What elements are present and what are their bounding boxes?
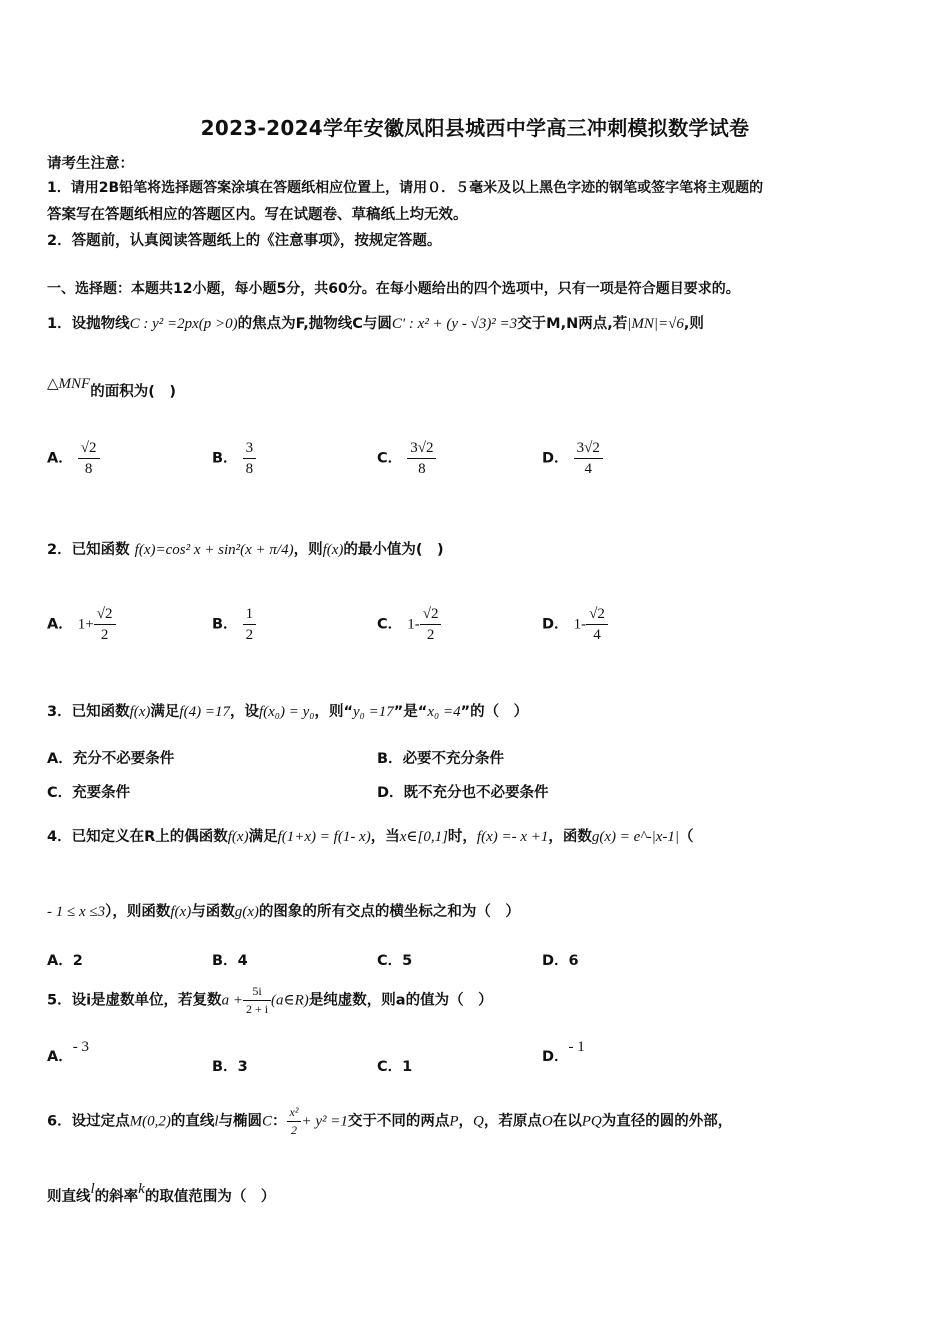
frac-den: 8 [245,461,254,477]
page-title: 2023-2024学年安徽凤阳县城西中学高三冲刺模拟数学试卷 [200,116,750,140]
q4-formula: - 1 ≤ x ≤3 [47,904,106,920]
option-label: C． [47,785,73,801]
option-fraction [586,604,608,645]
q2-option-c[interactable] [377,604,441,645]
notice-line-2: 2．答题前，认真阅读答题纸上的《注意事项》，按规定答题。 [47,233,442,249]
notice-line-1a: 1．请用2B铅笔将选择题答案涂填在答题纸相应位置上，请用０．５毫米及以上黑色字迹的钢笔或签字笔将主观题的 [47,180,764,196]
q6-text: ，若原点 [483,1113,542,1130]
q4-option-a[interactable] [47,949,83,970]
q4-option-d[interactable] [542,949,579,970]
frac-den: 2 [100,627,109,643]
q4-text: 的图象的所有交点的横坐标之和为（ ） [258,904,520,920]
frac-num: 1 [243,604,257,625]
frac-num: x² [287,1104,302,1122]
q1-option-a[interactable] [47,438,100,479]
q6-formula: PQ [581,1113,602,1130]
frac-num: 3√2 [574,438,603,459]
option-label: D． [542,616,569,633]
option-text: 1 [402,1059,413,1075]
q6-text: 的取值范围为（ ） [144,1189,276,1205]
q1-text: 交于M,N两点,若 [517,316,628,332]
frac-num: √2 [586,604,608,625]
option-label: A． [47,450,73,467]
option-label: B． [212,1059,238,1075]
option-label: A． [47,1049,73,1065]
question-4-line-2 [47,900,520,921]
q1-text: ,则 [683,316,704,332]
question-4-line-1 [47,825,694,846]
option-prefix: 1- [407,616,420,633]
question-2 [47,538,444,559]
q6-formula: P [449,1113,459,1130]
question-5 [47,983,493,1018]
q4-text: ，当 [370,829,400,845]
option-label: B． [212,616,238,633]
option-label: A． [47,616,73,633]
frac-den: 2 + i [245,1002,269,1016]
option-label: A． [47,751,73,767]
q1-text: 的焦点为F,抛物线C与圆 [237,316,392,332]
option-label: C． [377,1059,403,1075]
q4-formula: x∈[0,1] [399,829,448,845]
question-1-line-2 [47,376,176,401]
q4-option-c[interactable] [377,949,412,970]
q4-formula: f(1+x) = f(1- x) [277,829,371,845]
frac-num: 5i [243,983,271,1001]
q1-option-d[interactable] [542,438,603,479]
q4-text: ），则函数 [105,904,171,920]
q4-text: 与函数 [191,904,235,920]
notice-heading: 请考生注意： [47,156,134,172]
option-label: D． [377,785,404,801]
option-label: D． [542,1049,569,1065]
q4-text: 满足 [248,829,278,845]
option-label: D． [542,953,569,969]
question-3 [47,700,528,721]
q4-formula: f(x) [227,829,249,845]
q3-formula: f(x) [129,704,151,720]
option-text: 3 [237,1059,248,1075]
frac-den: 8 [418,461,426,477]
q6-formula: C [262,1113,273,1130]
q1-formula-mn: |MN|=√6 [627,316,684,332]
q2-text: 的最小值为( ) [343,542,444,558]
q6-text: 则直线 [47,1189,91,1205]
frac-den: 2 [426,627,435,643]
question-6-line-1 [47,1104,732,1139]
q3-formula: f(4) =17 [179,704,230,720]
option-label: C． [377,450,403,467]
q3-formula: y₀ =17 [353,704,394,720]
q1-formula-triangle: △MNF [47,376,91,392]
option-text: 必要不充分条件 [402,751,505,767]
q5-option-b[interactable] [212,1055,248,1076]
q6-text: ， [458,1113,474,1130]
option-fraction [94,604,116,645]
q6-text: 在以 [552,1113,582,1130]
q5-option-a[interactable] [47,1039,89,1066]
q5-option-d[interactable] [542,1039,585,1066]
q6-text: 的斜率 [94,1189,139,1205]
q6-formula: O [541,1113,553,1130]
q4-text: ，函数 [548,829,592,845]
q3-option-b[interactable] [377,747,504,768]
q1-text: 1．设抛物线 [47,316,130,332]
q6-fraction [287,1104,302,1139]
q4-formula: f(x) [170,904,192,920]
frac-den: 4 [584,461,592,477]
option-fraction [243,604,257,645]
option-prefix: 1- [573,616,587,633]
q6-formula: + y² =1 [301,1113,348,1130]
option-label: B． [212,450,238,467]
q5-fraction [243,983,271,1018]
q1-formula-circle: C′ : x² + (y - √3)² =3 [391,316,518,332]
frac-num: √2 [78,438,100,459]
notice-line-1b: 答案写在答题纸相应的答题区内。写在试题卷、草稿纸上均无效。 [47,207,468,223]
option-text: 充分不必要条件 [72,751,175,767]
q5-formula: (a∈R) [271,992,309,1009]
q3-text: 满足 [150,704,180,720]
q6-text: 交于不同的两点 [347,1113,450,1130]
q4-formula: g(x) [234,904,259,920]
q1-text: 的面积为( ) [90,384,176,400]
frac-num: √2 [94,604,116,625]
q4-formula: f(x) =- x +1 [476,829,549,845]
option-text: 6 [568,953,579,969]
q1-option-c[interactable] [377,438,436,479]
q3-formula: x₀ =4 [427,704,461,720]
q6-formula: l [90,1181,95,1197]
q1-formula-parabola: C : y² =2px(p >0) [129,316,238,332]
q6-text: 6．设过定点 [47,1113,130,1130]
frac-den: 4 [593,627,601,643]
option-label: B． [212,953,238,969]
q3-option-a[interactable] [47,747,174,768]
q3-option-d[interactable] [377,781,549,802]
option-text: 既不充分也不必要条件 [403,785,549,801]
option-fraction [574,438,603,479]
frac-den: 8 [84,461,93,477]
q3-text: 3．已知函数 [47,704,130,720]
q6-text: ： [272,1113,287,1130]
q4-text: 时， [447,829,477,845]
q6-formula: k [138,1181,145,1197]
q1-option-b[interactable] [212,438,256,479]
option-fraction [407,438,436,479]
option-text: 4 [237,953,248,969]
q3-text: ”的（ ） [460,704,529,720]
q2-text: 2．已知函数 [47,542,130,558]
q2-formula-fx: f(x) [322,542,344,558]
option-fraction [420,604,442,645]
q2-formula-function: f(x)=cos² x + sin²(x + π/4) [134,542,294,558]
q3-text: ，则“ [314,704,354,720]
frac-den: 2 [291,1123,297,1137]
q3-option-c[interactable] [47,781,130,802]
frac-num: 3√2 [407,438,436,459]
question-1-line-1 [47,312,704,333]
q6-formula: Q [473,1113,484,1130]
q5-formula: a + [221,992,243,1009]
q6-text: 的直线 [170,1113,215,1130]
q6-formula: l [214,1113,219,1130]
option-label: D． [542,450,569,467]
q2-option-a[interactable] [47,604,116,645]
frac-num: √2 [420,604,442,625]
frac-den: 2 [245,627,254,643]
q5-option-c[interactable] [377,1055,412,1076]
q6-text: 与椭圆 [218,1113,263,1130]
q4-text: 4．已知定义在R上的偶函数 [47,829,228,845]
q3-formula: f(x₀) = y₀ [258,704,315,720]
q6-text: 为直径的圆的外部， [601,1113,733,1130]
option-text: 2 [72,953,83,969]
option-label: C． [377,953,403,969]
q5-text: 5．设i是虚数单位，若复数 [47,992,222,1009]
option-label: A． [47,953,73,969]
q2-option-d[interactable] [542,604,608,645]
q3-text: ，设 [229,704,259,720]
option-fraction [78,438,100,479]
option-text: - 3 [72,1039,89,1055]
q4-option-b[interactable] [212,949,248,970]
option-label: B． [377,751,403,767]
section-heading: 一、选择题：本题共12小题，每小题5分，共60分。在每小题给出的四个选项中，只有一项是符合题目要求的。 [47,281,740,297]
q4-formula: g(x) = e^-|x-1| [591,829,680,845]
q3-text: ”是“ [393,704,428,720]
option-prefix: 1+ [77,616,94,633]
option-fraction [243,438,257,479]
option-text: 5 [402,953,413,969]
option-text: - 1 [568,1039,585,1055]
q4-text: （ [679,829,694,845]
option-text: 充要条件 [72,785,131,801]
question-6-line-2 [47,1181,276,1206]
frac-num: 3 [243,438,257,459]
q2-text: ，则 [293,542,323,558]
option-label: C． [377,616,403,633]
q6-formula: M(0,2) [129,1113,171,1130]
q2-option-b[interactable] [212,604,256,645]
q5-text: 是纯虚数，则a的值为（ ） [308,992,493,1009]
